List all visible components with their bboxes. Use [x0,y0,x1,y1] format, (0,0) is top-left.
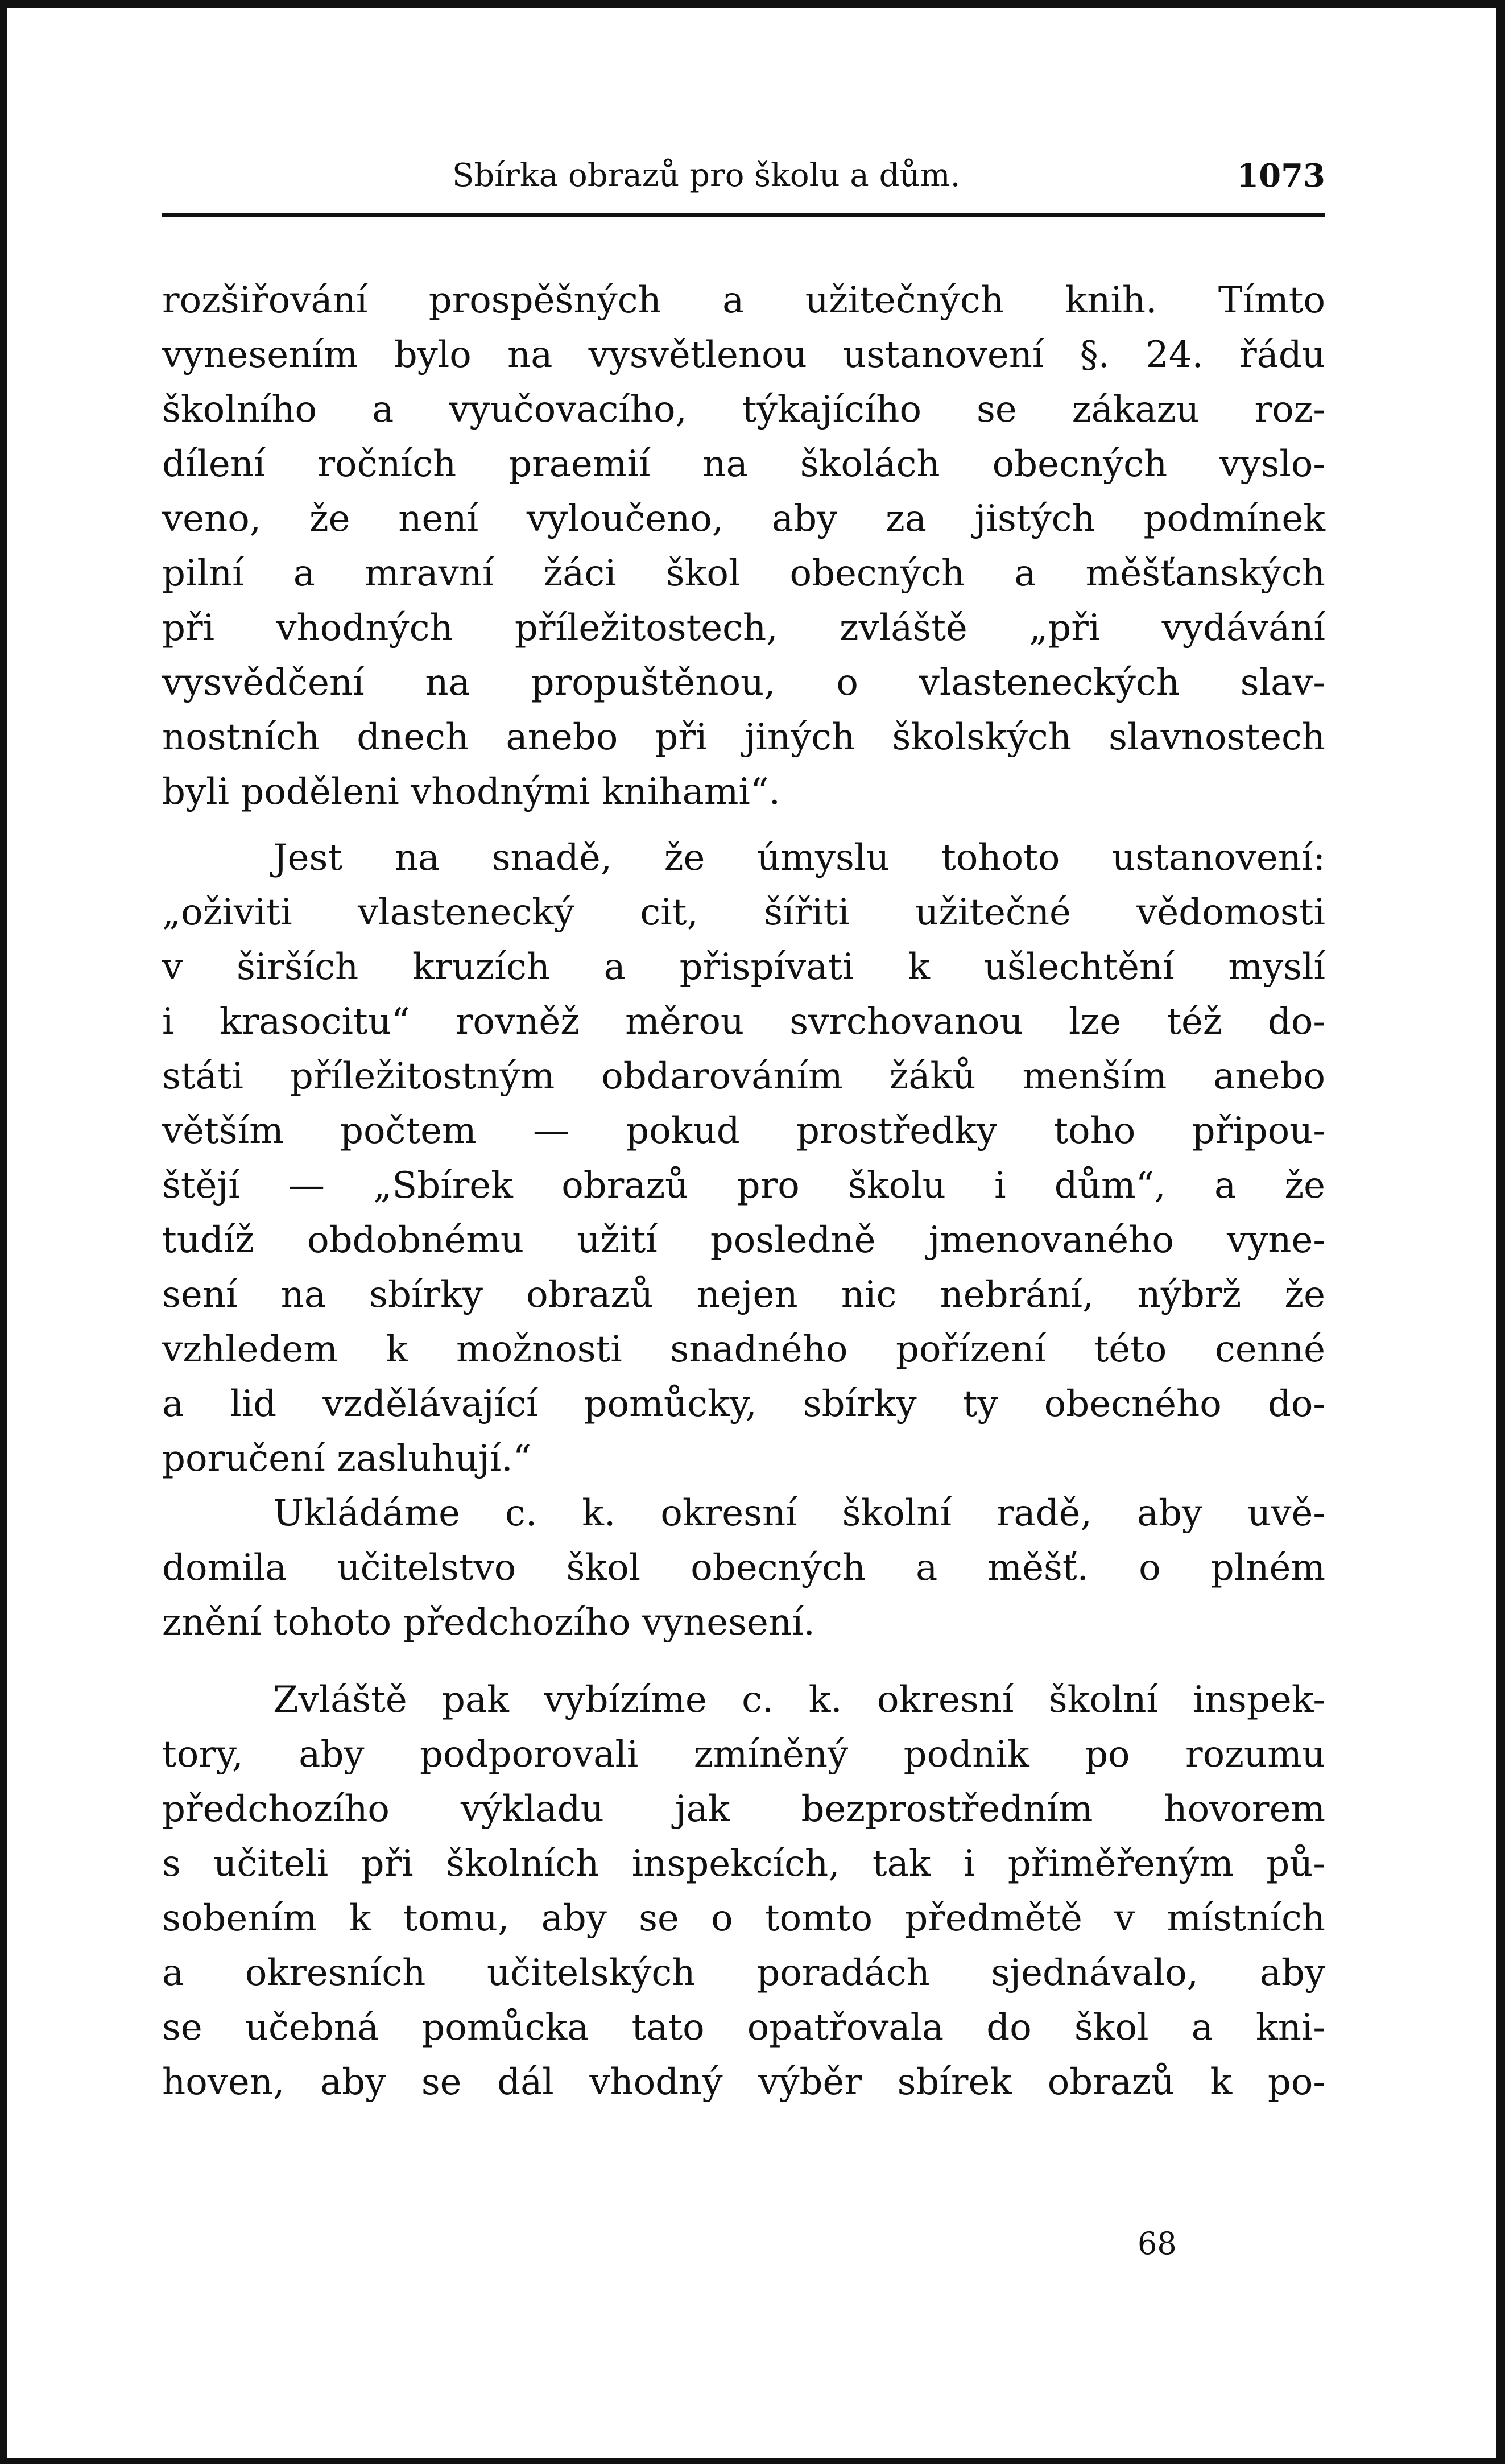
paragraph-3 [162,1486,1325,1650]
text-line: větším počtem — pokud prostředky toho připou- [162,1110,1325,1152]
text-line: štějí — „Sbírek obrazů pro školu i dům“, a že [162,1165,1325,1207]
text-line: domila učitelstvo škol obecných a měšť. o plném [162,1547,1325,1589]
text-line: s učiteli při školních inspekcích, tak i přiměřeným pů- [162,1843,1325,1885]
paragraph-1 [162,273,1325,819]
scan-edge-right [1496,0,1505,2464]
text-line: rozšiřování prospěšných a užitečných knih. Tímto [162,279,1325,321]
text-line: školního a vyučovacího, týkajícího se zákazu roz- [162,389,1325,431]
paragraph-2 [162,831,1325,1486]
text-line: znění tohoto předchozího vynesení. [162,1602,815,1644]
text-line: sení na sbírky obrazů nejen nic nebrání, nýbrž že [162,1274,1325,1316]
scan-edge-top [0,0,1505,8]
text-line: v širších kruzích a přispívati k ušlechtění myslí [162,946,1325,988]
text-line: tory, aby podporovali zmíněný podnik po rozumu [162,1734,1325,1776]
text-line: při vhodných příležitostech, zvláště „při vydávání [162,607,1325,649]
text-line: a lid vzdělávající pomůcky, sbírky ty obecného do- [162,1383,1325,1425]
text-line: předchozího výkladu jak bezprostředním hovorem [162,1788,1325,1830]
text-line: „oživiti vlastenecký cit, šířiti užitečné vědomosti [162,892,1325,934]
text-line: Zvláště pak vybízíme c. k. okresní školní inspek- [273,1679,1325,1721]
scan-edge-bottom [0,2458,1505,2464]
text-line: dílení ročních praemií na školách obecných vyslo- [162,443,1325,485]
running-title: Sbírka obrazů pro školu a dům. [452,157,961,194]
text-line: tudíž obdobnému užití posledně jmenovaného vyne- [162,1219,1325,1261]
text-line: nostních dnech anebo při jiných školských slavnostech [162,716,1325,758]
text-line: Ukládáme c. k. okresní školní radě, aby uvě- [273,1492,1325,1534]
text-line: a okresních učitelských poradách sjednávalo, aby [162,1952,1325,1994]
text-line: vynesením bylo na vysvětlenou ustanovení §. 24. řádu [162,334,1325,376]
header-rule [162,213,1325,217]
text-line: pilní a mravní žáci škol obecných a měšťanských [162,552,1325,595]
text-line: hoven, aby se dál vhodný výběr sbírek obrazů k po- [162,2061,1325,2103]
signature-mark: 68 [1138,2226,1177,2261]
running-head [162,154,1325,199]
paragraph-4 [162,1673,1325,2110]
text-line: sobením k tomu, aby se o tomto předmětě v místních [162,1897,1325,1939]
text-line: i krasocitu“ rovněž měrou svrchovanou lze též do- [162,1001,1325,1043]
text-line: vysvědčení na propuštěnou, o vlasteneckých slav- [162,662,1325,704]
text-line: veno, že není vyloučeno, aby za jistých podmínek [162,498,1325,540]
text-line: byli poděleni vhodnými knihami“. [162,771,780,813]
text-line: vzhledem k možnosti snadného pořízení této cenné [162,1328,1325,1371]
text-line: se učebná pomůcka tato opatřovala do škol a kni- [162,2007,1325,2049]
scan-edge-left [0,0,7,2464]
text-line: poručení zasluhují.“ [162,1438,532,1480]
text-line: státi příležitostným obdarováním žáků menším anebo [162,1055,1325,1097]
body-text [162,273,1325,2110]
page-number: 1073 [1237,157,1325,195]
text-line: Jest na snadě, že úmyslu tohoto ustanovení: [273,837,1325,879]
